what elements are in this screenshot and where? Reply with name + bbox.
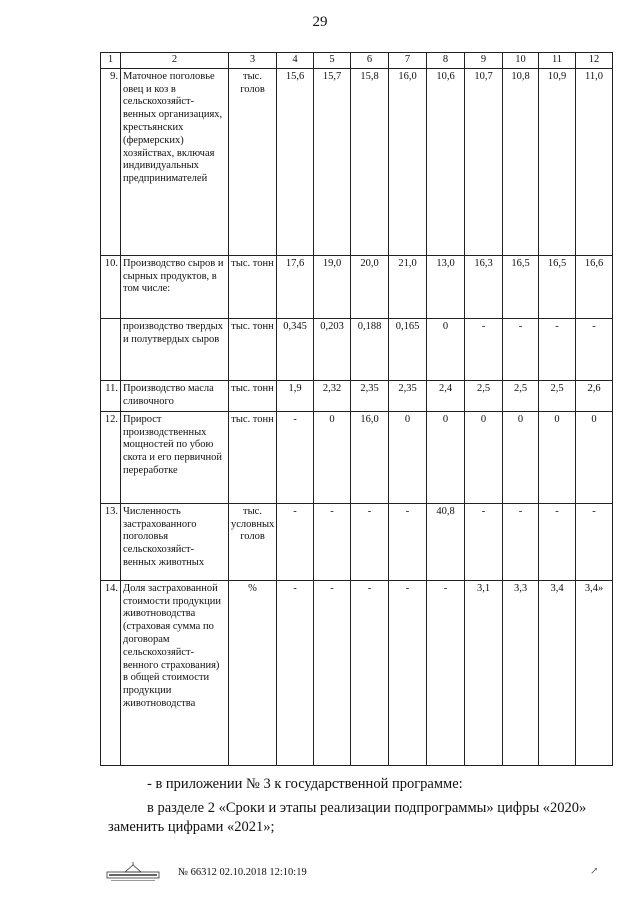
column-number-header: 2 — [121, 53, 229, 69]
indicator-value: 16,5 — [503, 255, 539, 318]
table-row — [101, 68, 613, 255]
indicator-value: 0 — [576, 411, 613, 503]
indicator-value: 11,0 — [576, 68, 613, 255]
indicator-name: производство твердых и полутвердых сыров — [121, 318, 229, 380]
indicator-value: 3,3 — [503, 580, 539, 765]
indicator-value: 40,8 — [427, 503, 465, 580]
table-row — [101, 318, 613, 380]
unit-of-measure: тыс. тонн — [229, 255, 277, 318]
indicator-value: 0,188 — [351, 318, 389, 380]
table-row — [101, 503, 613, 580]
row-number: 12. — [101, 411, 121, 503]
indicator-name: Производство масла сливочного — [121, 380, 229, 411]
table-row — [101, 411, 613, 503]
table-row — [101, 380, 613, 411]
indicator-value: 19,0 — [314, 255, 351, 318]
page-number: 29 — [312, 14, 328, 30]
row-number: 10. — [101, 255, 121, 318]
indicator-value: 0 — [465, 411, 503, 503]
indicator-value: 10,6 — [427, 68, 465, 255]
unit-of-measure: тыс. тонн — [229, 411, 277, 503]
indicator-value: 0,165 — [389, 318, 427, 380]
column-number-header: 6 — [351, 53, 389, 69]
indicator-value: - — [277, 580, 314, 765]
indicator-value: - — [465, 503, 503, 580]
column-number-header: 1 — [101, 53, 121, 69]
indicator-value: 2,5 — [539, 380, 576, 411]
row-number: 14. — [101, 580, 121, 765]
indicator-value: 2,35 — [351, 380, 389, 411]
indicator-value: - — [427, 580, 465, 765]
indicator-value: - — [465, 318, 503, 380]
indicator-value: - — [576, 503, 613, 580]
indicator-value: 3,4» — [576, 580, 613, 765]
indicator-value: 2,6 — [576, 380, 613, 411]
indicator-value: - — [277, 503, 314, 580]
unit-of-measure: % — [229, 580, 277, 765]
indicator-value: 1,9 — [277, 380, 314, 411]
indicator-value: 15,6 — [277, 68, 314, 255]
indicator-value: - — [351, 580, 389, 765]
indicator-name: Прирост производственных мощностей по убою скота и его первичной переработке — [121, 411, 229, 503]
column-number-header: 9 — [465, 53, 503, 69]
column-number-header: 8 — [427, 53, 465, 69]
row-number: 13. — [101, 503, 121, 580]
indicator-value: 21,0 — [389, 255, 427, 318]
indicator-value: 0,345 — [277, 318, 314, 380]
indicator-value: 13,0 — [427, 255, 465, 318]
indicator-value: 3,4 — [539, 580, 576, 765]
check-mark-icon: ↗ — [590, 866, 599, 877]
column-number-header: 5 — [314, 53, 351, 69]
indicator-value: - — [576, 318, 613, 380]
column-number-header: 12 — [576, 53, 613, 69]
indicator-value: 16,5 — [539, 255, 576, 318]
indicator-value: 17,6 — [277, 255, 314, 318]
unit-of-measure: тыс. голов — [229, 68, 277, 255]
document-registration-stamp: № 66312 02.10.2018 12:10:19 — [178, 867, 307, 878]
indicator-value: 2,4 — [427, 380, 465, 411]
indicator-value: 0 — [503, 411, 539, 503]
indicator-value: 2,5 — [465, 380, 503, 411]
indicator-value: 0 — [427, 318, 465, 380]
unit-of-measure: тыс. тонн — [229, 380, 277, 411]
indicator-value: - — [389, 580, 427, 765]
column-number-header: 10 — [503, 53, 539, 69]
indicator-value: 0,203 — [314, 318, 351, 380]
indicator-value: 20,0 — [351, 255, 389, 318]
indicator-value: 15,7 — [314, 68, 351, 255]
row-number: 11. — [101, 380, 121, 411]
indicator-value: 0 — [389, 411, 427, 503]
indicator-value: 15,8 — [351, 68, 389, 255]
unit-of-measure: тыс. тонн — [229, 318, 277, 380]
unit-of-measure: тыс. условных голов — [229, 503, 277, 580]
indicator-name: Производство сыров и сырных продуктов, в том числе: — [121, 255, 229, 318]
indicator-value: 16,3 — [465, 255, 503, 318]
column-number-header: 7 — [389, 53, 427, 69]
text-line-appendix: - в приложении № 3 к государственной программе: — [147, 776, 463, 792]
column-number-header: 3 — [229, 53, 277, 69]
indicator-name: Численность застрахованного поголовья сельскохозяйст-венных животных — [121, 503, 229, 580]
indicator-value: - — [389, 503, 427, 580]
indicator-value: - — [314, 503, 351, 580]
indicator-value: - — [503, 503, 539, 580]
indicator-value: 2,35 — [389, 380, 427, 411]
indicator-value: - — [351, 503, 389, 580]
indicator-value: - — [503, 318, 539, 380]
indicator-value: - — [539, 503, 576, 580]
text-line-section: в разделе 2 «Сроки и этапы реализации подпрограммы» цифры «2020» — [147, 800, 587, 816]
indicator-value: 2,5 — [503, 380, 539, 411]
indicator-value: 0 — [539, 411, 576, 503]
indicator-value: - — [539, 318, 576, 380]
indicator-name: Маточное поголовье овец и коз в сельскохозяйст-венных организациях, крестьянских (фермерских) хозяйствах, включая индивидуальных предпринимателей — [121, 68, 229, 255]
indicators-table — [100, 52, 613, 766]
column-number-header: 4 — [277, 53, 314, 69]
indicator-value: 16,0 — [351, 411, 389, 503]
indicator-value: 10,8 — [503, 68, 539, 255]
indicator-value: - — [314, 580, 351, 765]
table-row — [101, 580, 613, 765]
column-number-header: 11 — [539, 53, 576, 69]
indicator-value: 2,32 — [314, 380, 351, 411]
legislature-emblem-icon — [105, 862, 161, 882]
table-header-row — [101, 53, 613, 69]
indicator-value: - — [277, 411, 314, 503]
indicator-value: 0 — [314, 411, 351, 503]
row-number — [101, 318, 121, 380]
text-line-replace: заменить цифрами «2021»; — [108, 819, 275, 835]
indicator-name: Доля застрахованной стоимости продукции животноводства (страховая сумма по договорам сельскохозяйст-венного страхования) в общей стоимости продукции животноводства — [121, 580, 229, 765]
indicator-value: 16,0 — [389, 68, 427, 255]
indicator-value: 10,9 — [539, 68, 576, 255]
indicator-value: 0 — [427, 411, 465, 503]
table-row — [101, 255, 613, 318]
row-number: 9. — [101, 68, 121, 255]
indicator-value: 10,7 — [465, 68, 503, 255]
indicator-value: 3,1 — [465, 580, 503, 765]
indicator-value: 16,6 — [576, 255, 613, 318]
